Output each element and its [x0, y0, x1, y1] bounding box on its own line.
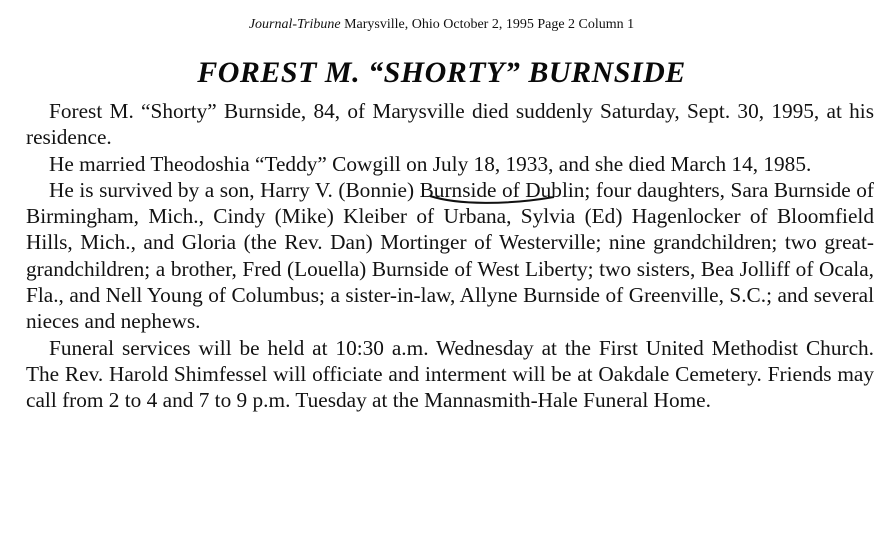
obituary-body [26, 98, 874, 414]
obituary-paragraph-marriage: He married Theodoshia “Teddy” Cowgill on July 18, 1933, and she died March 14, 1985. [49, 151, 812, 176]
source-citation [0, 17, 883, 33]
obituary-paragraph-survivors: He is survived by a son, Harry V. (Bonnie) Burnside of Dublin; four daughters, Sara Burnside of Birmingham, Mich., Cindy (Mike) Kleiber of Urbana, Sylvia (Ed) Hagenlocker of Bloomfield Hills, Mich., and Gloria (the Rev. Dan) Mortinger of Westerville; nine grandchildren; two great-grandchildren; a brother, Fred (Louella) Burnside of West Liberty; two sisters, Bea Jolliff of Ocala, Fla., and Nell Young of Columbus; a sister-in-law, Allyne Burnside of Greenville, S.C.; and several nieces and nephews. [26, 177, 874, 334]
obituary-paragraph-services: Funeral services will be held at 10:30 a.m. Wednesday at the First United Methodist Church. The Rev. Harold Shimfessel will officiate and interment will be at Oakdale Cemetery. Friends may call from 2 to 4 and 7 to 9 p.m. Tuesday at the Mannasmith-Hale Funeral Home. [26, 335, 874, 413]
publication-name: Journal-Tribune [248, 17, 341, 32]
publication-details: Marysville, Ohio October 2, 1995 Page 2 Column 1 [344, 17, 635, 32]
handwritten-underline-mark [428, 192, 556, 210]
obituary-headline: FOREST M. “SHORTY” BURNSIDE [197, 56, 686, 89]
obituary-paragraph-death: Forest M. “Shorty” Burnside, 84, of Marysville died suddenly Saturday, Sept. 30, 1995, at his residence. [26, 99, 874, 150]
